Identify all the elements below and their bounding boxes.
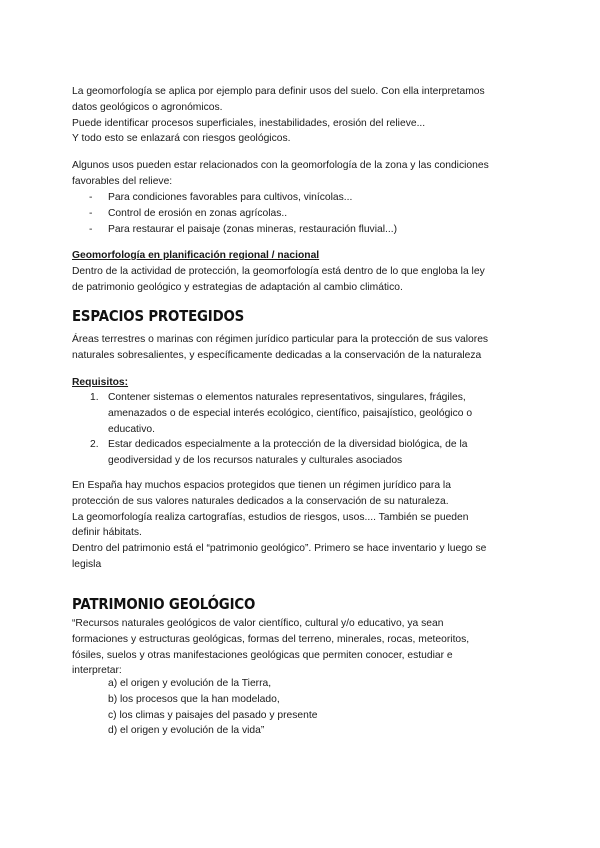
list-item: d) el origen y evolución de la vida”: [108, 725, 265, 737]
list-item-text: Control de erosión en zonas agrícolas..: [108, 207, 288, 219]
list-number: 2.: [90, 439, 99, 451]
list-item-text: Para restaurar el paisaje (zonas mineras, restauración fluvial...): [108, 223, 398, 235]
section-subtitle: Geomorfología en planificación regional / nacional: [72, 250, 320, 261]
text-line: La geomorfología se aplica por ejemplo para definir usos del suelo. Con ella interpretamos: [72, 86, 485, 97]
text-line: Y todo esto se enlazará con riesgos geológicos.: [72, 133, 291, 145]
list-item: c) los climas y paisajes del pasado y presente: [108, 709, 318, 721]
text-line: fósiles, suelos y otras manifestaciones geológicas que permiten conocer, estudiar e: [72, 649, 453, 661]
patrimonio-items: [108, 676, 578, 739]
list-item: [89, 222, 559, 238]
text-line: de patrimonio geológico y estrategias de adaptación al cambio climático.: [72, 281, 403, 293]
dash-bullet-icon: -: [89, 223, 93, 235]
intro-paragraph: [72, 84, 532, 147]
text-line: Contener sistemas o elementos naturales representativos, singulares, frágiles,: [108, 392, 466, 403]
text-line: datos geológicos o agronómicos.: [72, 101, 223, 113]
text-line: La geomorfología realiza cartografías, estudios de riesgos, usos.... También se pueden: [72, 511, 469, 523]
usos-paragraph: [72, 158, 532, 190]
text-line: amenazados o de especial interés ecológico, científico, paisajístico, geológico o: [108, 407, 473, 419]
list-item: [89, 190, 559, 206]
list-item: [90, 390, 560, 437]
requisitos-list: [90, 390, 560, 469]
dash-bullet-icon: -: [89, 207, 93, 219]
espacios-definition: [72, 332, 532, 364]
text-line: protección de sus valores naturales dedicados a la conservación de su naturaleza.: [72, 495, 449, 507]
dash-bullet-icon: -: [89, 192, 93, 203]
text-line: Dentro de la actividad de protección, la geomorfología está dentro de lo que engloba la ley: [72, 265, 485, 277]
text-line: definir hábitats.: [72, 527, 142, 539]
text-line: Puede identificar procesos superficiales, inestabilidades, erosión del relieve...: [72, 117, 426, 129]
list-item-text: Para condiciones favorables para cultivos, vinícolas...: [108, 192, 353, 203]
text-line: Estar dedicados especialmente a la protección de la diversidad biológica, de la: [108, 439, 468, 451]
text-line: Dentro del patrimonio está el “patrimonio geológico”. Primero se hace inventario y luego se: [72, 543, 487, 555]
text-line: interpretar:: [72, 665, 122, 677]
usos-list: [89, 190, 559, 237]
heading-espacios-protegidos: ESPACIOS PROTEGIDOS: [72, 307, 245, 325]
list-item: [90, 437, 560, 469]
text-line: En España hay muchos espacios protegidos que tienen un régimen jurídico para la: [72, 480, 451, 491]
text-line: “Recursos naturales geológicos de valor científico, cultural y/o educativo, ya sean: [72, 618, 444, 629]
text-line: naturales sobresalientes, y específicamente dedicadas a la conservación de la naturaleza: [72, 349, 482, 361]
list-item: [89, 206, 559, 222]
text-line: educativo.: [108, 423, 155, 435]
list-item: b) los procesos que la han modelado,: [108, 693, 280, 705]
text-line: favorables del relieve:: [72, 175, 173, 187]
text-line: Áreas terrestres o marinas con régimen jurídico particular para la protección de sus valores: [72, 334, 489, 345]
text-line: geodiversidad y de los recursos naturales y culturales asociados: [108, 455, 403, 467]
list-item: a) el origen y evolución de la Tierra,: [108, 678, 272, 689]
patrimonio-definition: [72, 616, 532, 679]
text-line: Algunos usos pueden estar relacionados con la geomorfología de la zona y las condiciones: [72, 160, 489, 171]
requisitos-title-block: [72, 375, 532, 391]
heading-patrimonio-geologico: PATRIMONIO GEOLÓGICO: [72, 595, 256, 613]
list-number: 1.: [90, 392, 99, 403]
requisitos-title: Requisitos:: [72, 377, 129, 388]
planificacion-section: [72, 248, 532, 295]
espacios-after-paragraph: [72, 478, 532, 573]
text-line: formaciones y estructuras geológicas, formas del terreno, minerales, rocas, meteoritos,: [72, 633, 470, 645]
text-line: legisla: [72, 558, 102, 570]
